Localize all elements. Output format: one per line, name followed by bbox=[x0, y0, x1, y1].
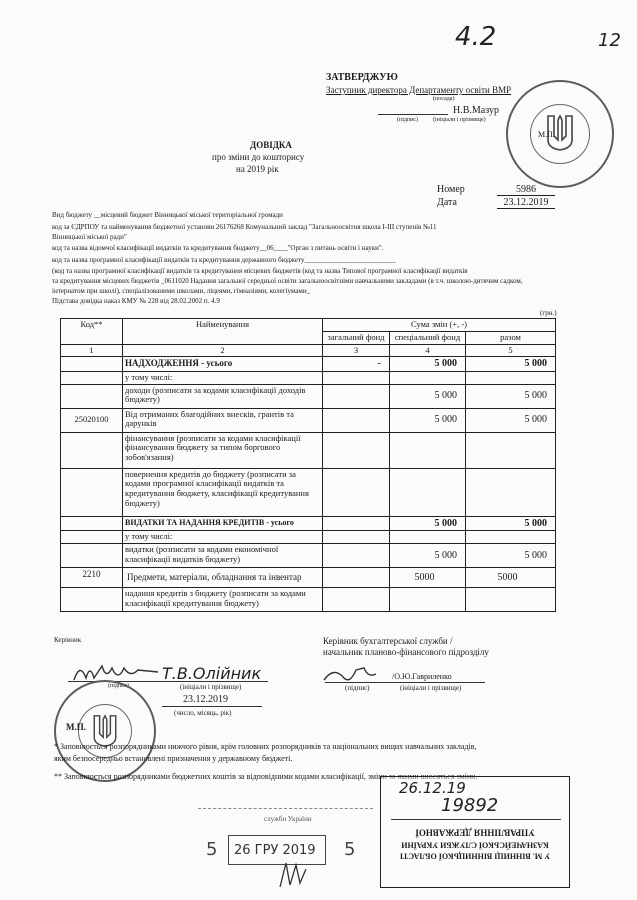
handwritten-page-number: 4.2 bbox=[455, 22, 497, 52]
row-total bbox=[466, 432, 556, 468]
approval-signature-line bbox=[378, 100, 448, 115]
approval-position: Заступник директора Департаменту освіти ВМР bbox=[326, 85, 512, 95]
header-code: Код** bbox=[61, 319, 123, 345]
row-name: повернення кредитів до бюджету (розписати за кодами програмної класифікації видатків та кредитування бюджету, класифікації кредитування бюджету) bbox=[123, 468, 323, 516]
row-special: 5 000 bbox=[390, 516, 466, 531]
number-value: 5986 bbox=[497, 184, 555, 196]
row-total bbox=[466, 587, 556, 611]
row-special: 5 000 bbox=[390, 384, 466, 408]
row-name: у тому числі: bbox=[123, 371, 323, 384]
row-general bbox=[323, 371, 390, 384]
row-general bbox=[323, 531, 390, 544]
row-general bbox=[323, 587, 390, 611]
col-num-2: 2 bbox=[123, 344, 323, 357]
signature-date: 23.12.2019 bbox=[183, 694, 228, 705]
table-row bbox=[61, 543, 556, 567]
row-special bbox=[390, 468, 466, 516]
row-name: ВИДАТКИ ТА НАДАННЯ КРЕДИТІВ - усього bbox=[123, 516, 323, 531]
row-general: - bbox=[323, 357, 390, 372]
footnote-2: ** Заповнюється розпорядниками бюджетних коштів за відповідними кодами класифікації, зміни за якими вносяться зміни. bbox=[54, 772, 478, 781]
doc-year: на 2019 рік bbox=[236, 164, 279, 174]
row-name: Від отриманих благодійних внесків, грантів та дарунків bbox=[123, 408, 323, 432]
received-stamp bbox=[198, 808, 373, 889]
row-special bbox=[390, 371, 466, 384]
budget-changes-table bbox=[60, 318, 556, 612]
row-name: видатки (розписати за кодами економічної класифікації видатків бюджету) bbox=[123, 543, 323, 567]
table-row bbox=[61, 516, 556, 531]
row-general bbox=[323, 408, 390, 432]
row-general bbox=[323, 384, 390, 408]
info-line-schools: інтернатом при школі), спеціалізованими школами, ліцеями, гімназіями, колегіумами_ bbox=[52, 287, 311, 295]
row-general bbox=[323, 516, 390, 531]
row-total: 5 000 bbox=[466, 384, 556, 408]
row-code bbox=[61, 587, 123, 611]
row-code bbox=[61, 468, 123, 516]
official-seal bbox=[506, 80, 614, 188]
row-code: 25020100 bbox=[61, 408, 123, 432]
col-num-4: 4 bbox=[390, 344, 466, 357]
doc-subtitle: про зміни до кошторису bbox=[212, 152, 305, 162]
date-value: 23.12.2019 bbox=[497, 197, 555, 209]
doc-title: ДОВІДКА bbox=[250, 140, 292, 150]
row-special bbox=[390, 587, 466, 611]
col-num-5: 5 bbox=[466, 344, 556, 357]
row-general bbox=[323, 567, 390, 587]
date-hint: (число, місяць, рік) bbox=[174, 709, 232, 717]
row-total: 5 000 bbox=[466, 516, 556, 531]
head-sign-hint: (підпис) bbox=[108, 683, 130, 689]
date-label: Дата bbox=[437, 197, 457, 208]
accountant-sign-line bbox=[325, 682, 485, 683]
treasury-line-2: КАЗНАЧЕЙСЬКОЇ СЛУЖБИ УКРАЇНИ bbox=[401, 840, 549, 850]
row-code bbox=[61, 531, 123, 544]
row-special bbox=[390, 432, 466, 468]
table-row bbox=[61, 371, 556, 384]
date-line bbox=[162, 706, 262, 707]
row-code bbox=[61, 516, 123, 531]
row-special: 5 000 bbox=[390, 543, 466, 567]
table-row bbox=[61, 567, 556, 587]
accountant-name: /О.Ю.Гавриленко bbox=[392, 672, 452, 681]
row-special: 5000 bbox=[390, 567, 466, 587]
treasury-reg-date: 26.12.19 bbox=[399, 779, 466, 797]
info-line-local-program-code: (код та назва програмної класифікації видатків та кредитування місцевих бюджетів (код та назва Типової програмної класифікації видатків bbox=[52, 267, 468, 275]
table-row bbox=[61, 408, 556, 432]
row-general bbox=[323, 468, 390, 516]
approval-initials-hint: (ініціали і прізвище) bbox=[433, 117, 486, 123]
table-row bbox=[61, 432, 556, 468]
received-right-number: 5 bbox=[344, 839, 356, 860]
treasury-line-1: УПРАВЛІННЯ ДЕРЖАВНОЇ bbox=[415, 828, 535, 839]
row-name: Предмети, матеріали, обладнання та інвентар bbox=[123, 567, 323, 587]
row-code bbox=[61, 371, 123, 384]
row-total: 5 000 bbox=[466, 408, 556, 432]
row-code bbox=[61, 432, 123, 468]
header-sum: Сума змін (+, -) bbox=[323, 319, 556, 332]
row-total: 5 000 bbox=[466, 357, 556, 372]
row-name: фінансування (розписати за кодами класифікації фінансування бюджету за типом боргового зобов'язання) bbox=[123, 432, 323, 468]
row-general bbox=[323, 543, 390, 567]
seal-mp: М.П. bbox=[66, 722, 86, 732]
info-line-edrpou: код за ЄДРПОУ та найменування бюджетної установи 26176268 Комунальний заклад "Загальноосвітня школа І-ІІІ ступенів №11 bbox=[52, 223, 437, 231]
info-line-budget-type: Вид бюджету __місцевий бюджет Вінницької міської територіальної громади bbox=[52, 211, 283, 219]
received-date: 26 ГРУ 2019 bbox=[234, 843, 316, 858]
table-row bbox=[61, 468, 556, 516]
row-name: НАДХОДЖЕННЯ - усього bbox=[123, 357, 323, 372]
head-initials-hint: (ініціали і прізвище) bbox=[180, 683, 242, 691]
received-service: служби України bbox=[264, 815, 312, 823]
approval-name: Н.В.Мазур bbox=[453, 105, 499, 116]
treasury-stamp bbox=[380, 776, 570, 888]
col-num-3: 3 bbox=[323, 344, 390, 357]
info-line-departmental-code: код та назва відомчої класифікації видатків та кредитування бюджету__06____"Орган з питань освіти і науки". bbox=[52, 244, 384, 252]
approval-position-hint: (посада) bbox=[433, 96, 455, 102]
header-total: разом bbox=[466, 331, 556, 344]
table-row bbox=[61, 531, 556, 544]
header-special-fund: спеціальний фонд bbox=[390, 331, 466, 344]
row-total bbox=[466, 371, 556, 384]
header-name: Найменування bbox=[123, 319, 323, 345]
row-code bbox=[61, 384, 123, 408]
table-row bbox=[61, 384, 556, 408]
info-line-state-program-code: код та назва програмної класифікації видатків та кредитування державного бюджету__________________________ bbox=[52, 256, 396, 264]
handwritten-corner-mark: 12 bbox=[598, 30, 621, 51]
col-num-1: 1 bbox=[61, 344, 123, 357]
accountant-title-1: Керівник бухгалтерської служби / bbox=[323, 636, 453, 646]
row-total bbox=[466, 531, 556, 544]
info-line-basis: Підстава довідка наказ КМУ № 228 від 28.02.2002 п. 4.9 bbox=[52, 297, 220, 305]
head-name-handwritten: Т.В.Олійник bbox=[162, 664, 262, 683]
footnote-1: * Заповнюється розпорядниками нижчого рівня, крім головних розпорядників та національних вищих навчальних закладів, bbox=[54, 742, 477, 751]
footnote-1-cont: яким безпосередньо встановлені призначення у державному бюджеті. bbox=[54, 754, 293, 763]
table-row bbox=[61, 357, 556, 372]
row-total: 5000 bbox=[466, 567, 556, 587]
info-line-typical-program: та кредитування місцевих бюджетів _0611020 Надання загальної середньої освіти загальноосвітніми навчальними закладами (в т.ч. школою-дитячим садком, bbox=[52, 277, 523, 285]
row-code bbox=[61, 357, 123, 372]
number-label: Номер bbox=[437, 184, 465, 195]
received-left-number: 5 bbox=[206, 839, 218, 860]
received-signature bbox=[276, 859, 316, 889]
currency-note: (грн.) bbox=[540, 309, 557, 317]
accountant-title-2: начальник планово-фінансового підрозділу bbox=[323, 647, 489, 657]
accountant-initials-hint: (ініціали і прізвище) bbox=[400, 684, 462, 692]
header-general-fund: загальний фонд bbox=[323, 331, 390, 344]
row-name: надання кредитів з бюджету (розписати за кодами класифікації кредитування бюджету) bbox=[123, 587, 323, 611]
row-special: 5 000 bbox=[390, 408, 466, 432]
treasury-reg-number: 19892 bbox=[441, 795, 499, 816]
accountant-sign-hint: (підпис) bbox=[345, 684, 370, 692]
row-total bbox=[466, 468, 556, 516]
row-code bbox=[61, 543, 123, 567]
approval-sign-hint: (підпис) bbox=[397, 117, 419, 123]
row-special bbox=[390, 531, 466, 544]
row-name: доходи (розписати за кодами класифікації доходів бюджету) bbox=[123, 384, 323, 408]
head-label: Керівник bbox=[54, 636, 82, 644]
approval-mp: М.П. bbox=[538, 130, 555, 139]
approval-title: ЗАТВЕРДЖУЮ bbox=[326, 72, 398, 83]
treasury-line-3: У М. ВІННИЦІ ВІННИЦЬКОЇ ОБЛАСТІ bbox=[399, 851, 551, 861]
row-name: у тому числі: bbox=[123, 531, 323, 544]
info-line-institution: Вінницької міської ради" bbox=[52, 233, 127, 241]
row-general bbox=[323, 432, 390, 468]
row-code: 2210 bbox=[61, 567, 123, 587]
row-special: 5 000 bbox=[390, 357, 466, 372]
row-total: 5 000 bbox=[466, 543, 556, 567]
table-row bbox=[61, 587, 556, 611]
